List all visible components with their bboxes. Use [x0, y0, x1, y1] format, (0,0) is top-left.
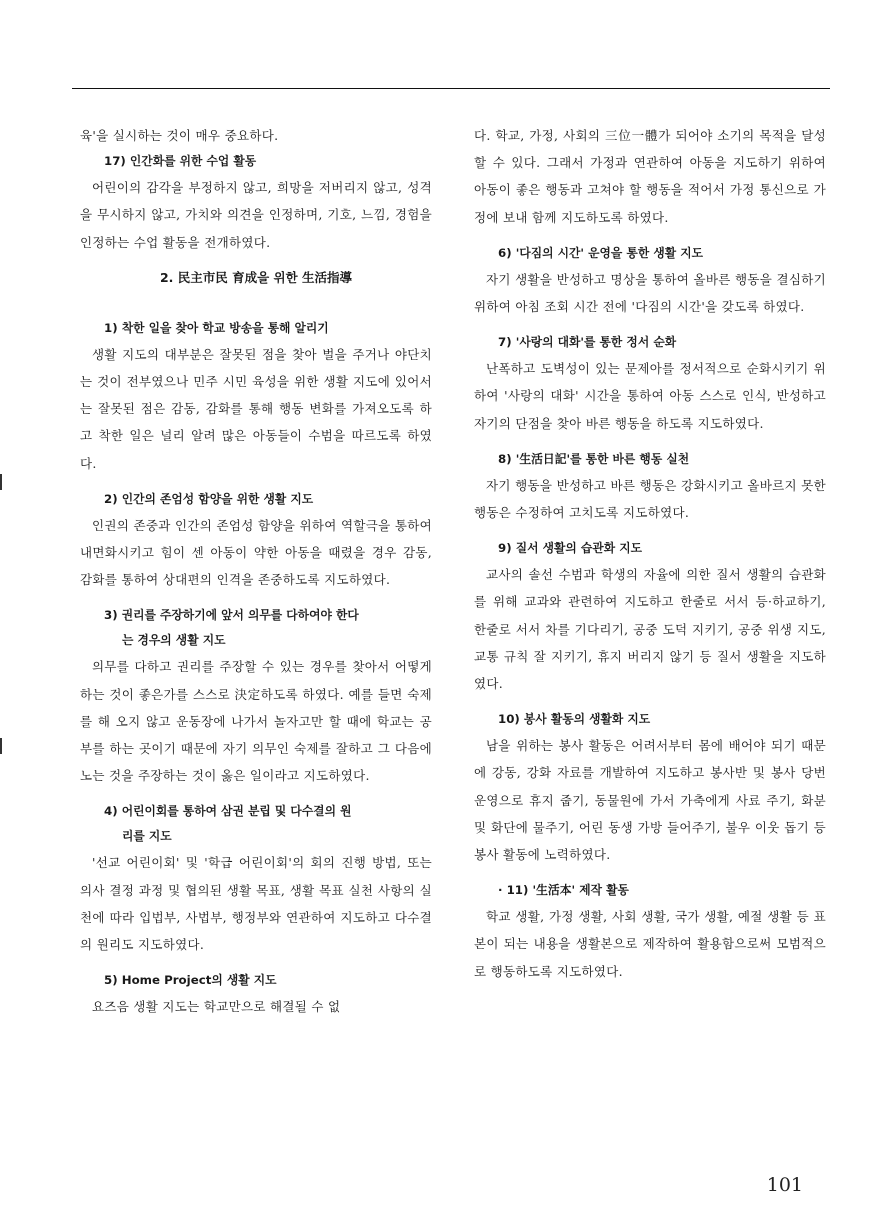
body-paragraph: 인권의 존중과 인간의 존엄성 함양을 위하여 역할극을 통하여 내면화시키고 힘이 센 아동이 약한 아동을 때렸을 경우 감동, 감화를 통하여 상대편의 인격을 존중하도록 지도하였다.: [80, 517, 432, 588]
section-title: 2. 民主市民 育成을 위한 生活指導: [159, 269, 353, 285]
heading-line: 3) 권리를 주장하기에 앞서 의무를 다하여야 한다: [104, 608, 359, 623]
subsection-heading: 8) '生活日記'를 통한 바른 행동 실천: [498, 451, 690, 466]
body-paragraph: 육'을 실시하는 것이 매우 중요하다.: [80, 128, 279, 143]
body-paragraph: 난폭하고 도벽성이 있는 문제아를 정서적으로 순화시키기 위하여 '사랑의 대화' 시간을 통하여 아동 스스로 인식, 반성하고 자기의 단점을 찾아 바른 행동을 하도록 지도하였다.: [474, 361, 826, 431]
body-paragraph: 생활 지도의 대부분은 잘못된 점을 찾아 벌을 주거나 야단치는 것이 전부였으나 민주 시민 육성을 위한 생활 지도에 있어서는 잘못된 점은 감동, 감화를 통해 행동 변화를 가져오도록 하고 착한 일은 널리 알려 많은 아동들이 수범을 따르도록 하였다.: [80, 346, 432, 471]
body-paragraph: 남을 위하는 봉사 활동은 어려서부터 몸에 배어야 되기 때문에 강동, 강화 자료를 개발하여 지도하고 봉사반 및 봉사 당번 운영으로 휴지 줍기, 동물원에 가서 가축에게 사료 주기, 화분 및 화단에 물주기, 어린 동생 가방 들어주기, 불우 이웃 돕기 등 봉사 활동에 노력하였다.: [474, 738, 827, 863]
body-paragraph: 요즈음 생활 지도는 학교만으로 해결될 수 없: [92, 999, 341, 1015]
body-paragraph: 학교 생활, 가정 생활, 사회 생활, 국가 생활, 예절 생활 등 표본이 되는 내용을 생활본으로 제작하여 활용함으로써 모범적으로 행동하도록 지도하였다.: [474, 909, 826, 979]
subsection-heading: 1) 착한 일을 찾아 학교 방송을 통해 알리기: [104, 320, 329, 335]
left-column: [80, 122, 432, 1020]
page-number: 101: [766, 1174, 803, 1196]
body-paragraph: 교사의 솔선 수범과 학생의 자율에 의한 질서 생활의 습관화를 위해 교과와 관련하여 지도하고 한줄로 서서 등·하교하기, 한줄로 서서 차를 기다리기, 공중 도덕 지키기, 공중 위생 지도, 교통 규칙 잘 지키기, 휴지 버리지 않기 등 질서 생활을 지도하였다.: [474, 567, 826, 692]
subsection-heading: 7) '사랑의 대화'를 통한 정서 순화: [498, 335, 677, 350]
edge-mark: [0, 474, 2, 490]
body-paragraph: '선교 어린이회' 및 '학급 어린이회'의 회의 진행 방법, 또는 의사 결정 과정 및 협의된 생활 목표, 생활 목표 실천 사항의 실천에 따라 입법부, 사법부, 행정부와 연관하여 지도하고 다수결의 원리도 지도하였다.: [80, 855, 433, 953]
subsection-heading: 9) 질서 생활의 습관화 지도: [498, 541, 642, 556]
heading-line: 4) 어린이회를 통하여 삼권 분립 및 다수결의 원: [104, 804, 352, 819]
subsection-heading: 5) Home Project의 생활 지도: [104, 973, 277, 988]
subsection-heading: 2) 인간의 존엄성 함양을 위한 생활 지도: [104, 491, 314, 506]
subsection-heading: 10) 봉사 활동의 생활화 지도: [498, 712, 651, 727]
subsection-heading: · 11) '生活本' 제작 활동: [498, 883, 629, 898]
right-column: [474, 122, 826, 985]
body-paragraph: 자기 행동을 반성하고 바른 행동은 강화시키고 올바르지 못한 행동은 수정하여 고치도록 지도하였다.: [474, 477, 826, 521]
heading-line: 리를 지도: [122, 829, 172, 844]
edge-mark: [0, 738, 2, 754]
body-paragraph: 자기 생활을 반성하고 명상을 통하여 올바른 행동을 결심하기 위하여 아침 조회 시간 전에 '다짐의 시간'을 갖도록 하였다.: [474, 271, 826, 315]
heading-line: 는 경우의 생활 지도: [122, 633, 226, 648]
body-paragraph: 어린이의 감각을 부정하지 않고, 희망을 저버리지 않고, 성격을 무시하지 않고, 가치와 의견을 인정하며, 기호, 느낌, 경험을 인정하는 수업 활동을 전개하였다.: [80, 180, 432, 250]
subsection-heading: 6) '다짐의 시간' 운영을 통한 생활 지도: [498, 245, 704, 260]
body-paragraph: 다. 학교, 가정, 사회의 三位一體가 되어야 소기의 목적을 달성할 수 있다. 그래서 가정과 연관하여 아동을 지도하기 위하여 아동이 좋은 행동과 고쳐야 할 행동을 적어서 가정 통신으로 가정에 보내 함께 지도하도록 하였다.: [474, 128, 826, 225]
subsection-heading: [80, 799, 432, 849]
subsection-heading: [80, 603, 432, 653]
body-paragraph: 의무를 다하고 권리를 주장할 수 있는 경우를 찾아서 어떻게 하는 것이 좋은가를 스스로 決定하도록 하였다. 예를 들면 숙제를 해 오지 않고 운동장에 나가서 놀자고만 할 때에 학교는 공부를 하는 곳이기 때문에 자기 의무인 숙제를 잘하고 그 다음에 노는 것을 주장하는 것이 옳은 일이라고 지도하였다.: [80, 659, 432, 784]
subsection-heading: 17) 인간화를 위한 수업 활동: [104, 154, 257, 169]
top-rule: [72, 88, 830, 89]
